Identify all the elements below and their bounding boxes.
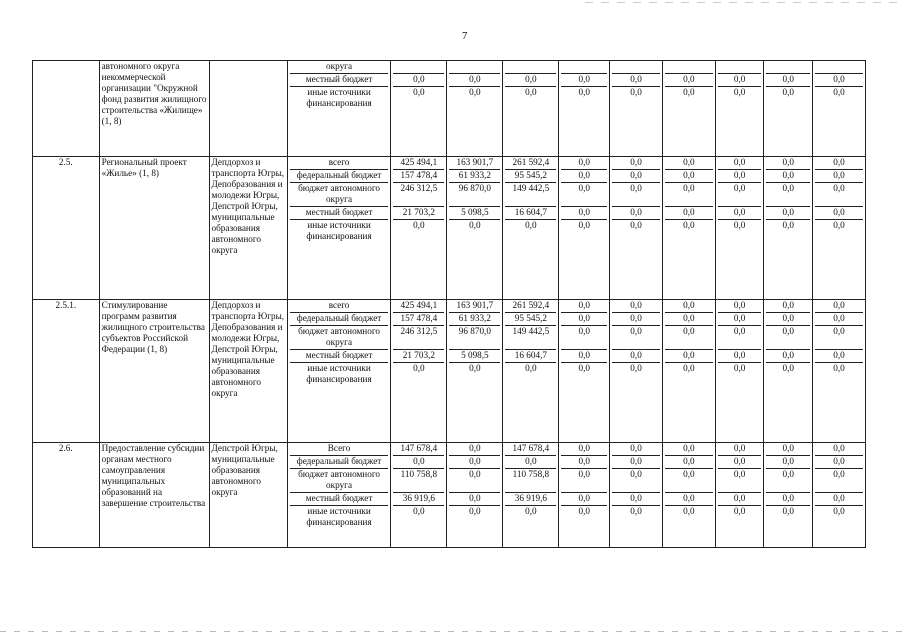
program-funding-table xyxy=(32,60,866,548)
funding-source-label: федеральный бюджет xyxy=(290,170,389,183)
value: 0,0 xyxy=(665,170,713,183)
row-number: 2.5.1. xyxy=(33,300,100,443)
value: 0,0 xyxy=(815,350,863,363)
funding-source-label: федеральный бюджет xyxy=(290,456,389,469)
scan-artifact-bottom xyxy=(0,631,905,632)
value: 0,0 xyxy=(766,350,810,363)
value: 0,0 xyxy=(525,87,537,97)
value-cell xyxy=(715,300,764,443)
value-cell xyxy=(610,443,663,548)
value: 0,0 xyxy=(683,87,695,97)
value-cell xyxy=(391,300,447,443)
value xyxy=(561,61,607,74)
value: 261 592,4 xyxy=(505,157,556,170)
value-cell xyxy=(610,300,663,443)
value: 95 545,2 xyxy=(505,170,556,183)
value: 0,0 xyxy=(561,456,607,469)
value: 0,0 xyxy=(612,443,660,456)
value: 0,0 xyxy=(766,74,810,87)
value: 36 919,6 xyxy=(505,493,556,506)
page-number: 7 xyxy=(462,30,468,42)
value: 0,0 xyxy=(766,170,810,183)
value: 0,0 xyxy=(718,183,762,207)
value: 0,0 xyxy=(683,506,695,516)
value: 0,0 xyxy=(578,87,590,97)
value: 0,0 xyxy=(469,87,481,97)
value: 0,0 xyxy=(833,87,845,97)
value: 0,0 xyxy=(612,183,660,207)
value: 0,0 xyxy=(665,493,713,506)
value: 0,0 xyxy=(413,87,425,97)
value: 0,0 xyxy=(561,443,607,456)
value-cell xyxy=(391,157,447,300)
value: 0,0 xyxy=(718,350,762,363)
value: 0,0 xyxy=(718,493,762,506)
value: 0,0 xyxy=(718,443,762,456)
value: 0,0 xyxy=(718,170,762,183)
value: 261 592,4 xyxy=(505,300,556,313)
value: 0,0 xyxy=(612,157,660,170)
value: 0,0 xyxy=(665,456,713,469)
value-cell xyxy=(764,300,813,443)
value: 0,0 xyxy=(449,443,500,456)
value: 0,0 xyxy=(766,157,810,170)
value: 0,0 xyxy=(733,363,746,373)
value: 0,0 xyxy=(766,313,810,326)
value: 0,0 xyxy=(718,469,762,493)
value: 0,0 xyxy=(766,443,810,456)
scan-artifact-top xyxy=(585,2,905,3)
executor: Депдорхоз и транспорта Югры, Депобразования и молодежи Югры, Депстрой Югры, муниципальные образования автономного округа xyxy=(209,300,287,443)
value: 0,0 xyxy=(561,300,607,313)
value: 163 901,7 xyxy=(449,157,500,170)
value-cell xyxy=(610,157,663,300)
value: 0,0 xyxy=(782,363,794,373)
value-cell xyxy=(715,443,764,548)
value-cell xyxy=(715,61,764,157)
value: 0,0 xyxy=(561,350,607,363)
value: 61 933,2 xyxy=(449,313,500,326)
value: 0,0 xyxy=(469,363,481,373)
value-cell xyxy=(447,443,503,548)
value-cell xyxy=(447,300,503,443)
value: 0,0 xyxy=(449,469,500,493)
value-cell xyxy=(764,61,813,157)
value: 0,0 xyxy=(815,157,863,170)
value: 0,0 xyxy=(718,456,762,469)
funding-source-label: всего xyxy=(290,300,389,313)
value: 0,0 xyxy=(782,506,794,516)
value: 425 494,1 xyxy=(393,300,444,313)
value: 5 098,5 xyxy=(449,207,500,220)
value: 0,0 xyxy=(766,493,810,506)
value: 0,0 xyxy=(449,74,500,87)
value: 0,0 xyxy=(766,207,810,220)
value: 0,0 xyxy=(833,363,845,373)
funding-source-label: иные источники финансирования xyxy=(306,506,372,527)
value: 0,0 xyxy=(561,74,607,87)
value: 0,0 xyxy=(815,183,863,207)
value: 0,0 xyxy=(665,326,713,350)
value: 0,0 xyxy=(665,300,713,313)
value: 110 758,8 xyxy=(505,469,556,493)
funding-source-label: местный бюджет xyxy=(290,350,389,363)
value: 0,0 xyxy=(612,469,660,493)
value: 0,0 xyxy=(665,74,713,87)
value: 110 758,8 xyxy=(393,469,444,493)
value: 36 919,6 xyxy=(393,493,444,506)
value: 0,0 xyxy=(766,183,810,207)
measure-name: Предоставление субсидии органам местного самоуправления муниципальных образований на завершение строительства xyxy=(99,443,209,548)
value: 0,0 xyxy=(505,74,556,87)
value: 0,0 xyxy=(449,493,500,506)
executor xyxy=(209,61,287,157)
value: 21 703,2 xyxy=(393,350,444,363)
value: 147 678,4 xyxy=(505,443,556,456)
value: 149 442,5 xyxy=(505,183,556,207)
value: 0,0 xyxy=(561,183,607,207)
value: 0,0 xyxy=(612,74,660,87)
value: 0,0 xyxy=(665,157,713,170)
value-cell xyxy=(715,157,764,300)
value-cell xyxy=(503,157,559,300)
value: 5 098,5 xyxy=(449,350,500,363)
funding-sources xyxy=(287,300,391,443)
value: 0,0 xyxy=(561,157,607,170)
value: 0,0 xyxy=(733,506,746,516)
value-cell xyxy=(662,157,715,300)
value: 0,0 xyxy=(612,350,660,363)
value-cell xyxy=(503,300,559,443)
value: 0,0 xyxy=(683,363,695,373)
value-cell xyxy=(813,300,866,443)
value: 0,0 xyxy=(630,87,642,97)
value: 0,0 xyxy=(665,469,713,493)
value xyxy=(612,61,660,74)
funding-source-label: иные источники финансирования xyxy=(306,363,372,384)
value: 0,0 xyxy=(733,87,746,97)
value: 0,0 xyxy=(525,506,537,516)
value: 0,0 xyxy=(718,300,762,313)
value: 0,0 xyxy=(766,456,810,469)
value: 21 703,2 xyxy=(393,207,444,220)
value xyxy=(665,61,713,74)
value xyxy=(393,61,444,74)
value: 0,0 xyxy=(469,506,481,516)
value-cell xyxy=(559,300,610,443)
value: 0,0 xyxy=(665,443,713,456)
value: 0,0 xyxy=(561,207,607,220)
value: 0,0 xyxy=(561,326,607,350)
value: 0,0 xyxy=(630,220,642,230)
row-number xyxy=(33,61,100,157)
value: 0,0 xyxy=(665,350,713,363)
value: 0,0 xyxy=(665,207,713,220)
value: 0,0 xyxy=(718,207,762,220)
table-body xyxy=(33,61,866,548)
value: 0,0 xyxy=(561,170,607,183)
value-cell xyxy=(559,157,610,300)
value: 0,0 xyxy=(782,220,794,230)
value: 0,0 xyxy=(612,207,660,220)
value-cell xyxy=(447,61,503,157)
value: 0,0 xyxy=(815,300,863,313)
value: 0,0 xyxy=(612,326,660,350)
value xyxy=(505,61,556,74)
value-cell xyxy=(391,443,447,548)
value: 0,0 xyxy=(766,300,810,313)
value: 0,0 xyxy=(782,87,794,97)
value: 0,0 xyxy=(833,506,845,516)
value-cell xyxy=(610,61,663,157)
value: 0,0 xyxy=(413,220,425,230)
value: 0,0 xyxy=(815,469,863,493)
value: 425 494,1 xyxy=(393,157,444,170)
funding-source-label: местный бюджет xyxy=(290,74,389,87)
value: 0,0 xyxy=(561,313,607,326)
value-cell xyxy=(764,157,813,300)
value: 0,0 xyxy=(561,469,607,493)
value xyxy=(815,61,863,74)
funding-source-label: округа xyxy=(290,61,389,74)
funding-source-label: бюджет автономного округа xyxy=(290,326,389,350)
measure-name: Региональный проект «Жилье» (1, 8) xyxy=(99,157,209,300)
value-cell xyxy=(813,157,866,300)
funding-source-label: Всего xyxy=(290,443,389,456)
row-number: 2.5. xyxy=(33,157,100,300)
value: 0,0 xyxy=(578,363,590,373)
value: 0,0 xyxy=(393,74,444,87)
value: 157 478,4 xyxy=(393,170,444,183)
funding-source-label: местный бюджет xyxy=(290,493,389,506)
funding-sources xyxy=(287,157,391,300)
value: 163 901,7 xyxy=(449,300,500,313)
value-cell xyxy=(662,300,715,443)
table-row xyxy=(33,61,866,157)
value: 0,0 xyxy=(612,300,660,313)
table-row xyxy=(33,157,866,300)
value: 0,0 xyxy=(665,183,713,207)
funding-source-label: бюджет автономного округа xyxy=(290,183,389,207)
value-cell xyxy=(559,61,610,157)
value: 0,0 xyxy=(815,170,863,183)
value: 0,0 xyxy=(766,469,810,493)
value: 95 545,2 xyxy=(505,313,556,326)
value: 0,0 xyxy=(833,220,845,230)
measure-name: Стимулирование программ развития жилищного строительства субъектов Российской Федерации (1, 8) xyxy=(99,300,209,443)
value-cell xyxy=(503,61,559,157)
value-cell xyxy=(391,61,447,157)
value: 0,0 xyxy=(525,363,537,373)
value-cell xyxy=(813,61,866,157)
table-row xyxy=(33,300,866,443)
value: 96 870,0 xyxy=(449,183,500,207)
value: 0,0 xyxy=(393,456,444,469)
row-number: 2.6. xyxy=(33,443,100,548)
value: 149 442,5 xyxy=(505,326,556,350)
funding-source-label: иные источники финансирования xyxy=(306,220,372,241)
value: 96 870,0 xyxy=(449,326,500,350)
funding-source-label: иные источники финансирования xyxy=(306,87,372,108)
value: 0,0 xyxy=(718,326,762,350)
value: 16 604,7 xyxy=(505,350,556,363)
table-row xyxy=(33,443,866,548)
value: 0,0 xyxy=(815,207,863,220)
value: 246 312,5 xyxy=(393,326,444,350)
value: 246 312,5 xyxy=(393,183,444,207)
value: 61 933,2 xyxy=(449,170,500,183)
funding-source-label: федеральный бюджет xyxy=(290,313,389,326)
value: 0,0 xyxy=(815,456,863,469)
value: 147 678,4 xyxy=(393,443,444,456)
value: 0,0 xyxy=(578,220,590,230)
value-cell xyxy=(503,443,559,548)
executor: Депдорхоз и транспорта Югры, Депобразования и молодежи Югры, Депстрой Югры, муниципальные образования автономного округа xyxy=(209,157,287,300)
value: 0,0 xyxy=(612,170,660,183)
value: 0,0 xyxy=(413,363,425,373)
value: 0,0 xyxy=(665,313,713,326)
value: 0,0 xyxy=(612,493,660,506)
value-cell xyxy=(559,443,610,548)
value: 0,0 xyxy=(630,506,642,516)
value-cell xyxy=(662,61,715,157)
value: 157 478,4 xyxy=(393,313,444,326)
value: 0,0 xyxy=(815,326,863,350)
executor: Депстрой Югры, муниципальные образования автономного округа xyxy=(209,443,287,548)
value: 0,0 xyxy=(815,493,863,506)
value: 0,0 xyxy=(630,363,642,373)
value xyxy=(449,61,500,74)
funding-source-label: бюджет автономного округа xyxy=(290,469,389,493)
value: 0,0 xyxy=(413,506,425,516)
value-cell xyxy=(662,443,715,548)
value: 0,0 xyxy=(578,506,590,516)
value: 0,0 xyxy=(469,220,481,230)
value: 0,0 xyxy=(449,456,500,469)
value: 0,0 xyxy=(561,493,607,506)
value-cell xyxy=(764,443,813,548)
value xyxy=(766,61,810,74)
value: 0,0 xyxy=(718,157,762,170)
funding-source-label: всего xyxy=(290,157,389,170)
value: 0,0 xyxy=(612,456,660,469)
value-cell xyxy=(813,443,866,548)
value: 0,0 xyxy=(718,313,762,326)
value: 0,0 xyxy=(718,74,762,87)
value: 0,0 xyxy=(815,443,863,456)
funding-sources xyxy=(287,61,391,157)
value: 0,0 xyxy=(683,220,695,230)
value: 16 604,7 xyxy=(505,207,556,220)
value: 0,0 xyxy=(505,456,556,469)
value: 0,0 xyxy=(815,313,863,326)
value-cell xyxy=(447,157,503,300)
value: 0,0 xyxy=(766,326,810,350)
value: 0,0 xyxy=(525,220,537,230)
value xyxy=(718,61,762,74)
value: 0,0 xyxy=(815,74,863,87)
funding-source-label: местный бюджет xyxy=(290,207,389,220)
funding-sources xyxy=(287,443,391,548)
value: 0,0 xyxy=(612,313,660,326)
value: 0,0 xyxy=(733,220,746,230)
measure-name: автономного округа некоммерческой организации "Окружной фонд развития жилищного строительства «Жилище» (1, 8) xyxy=(99,61,209,157)
